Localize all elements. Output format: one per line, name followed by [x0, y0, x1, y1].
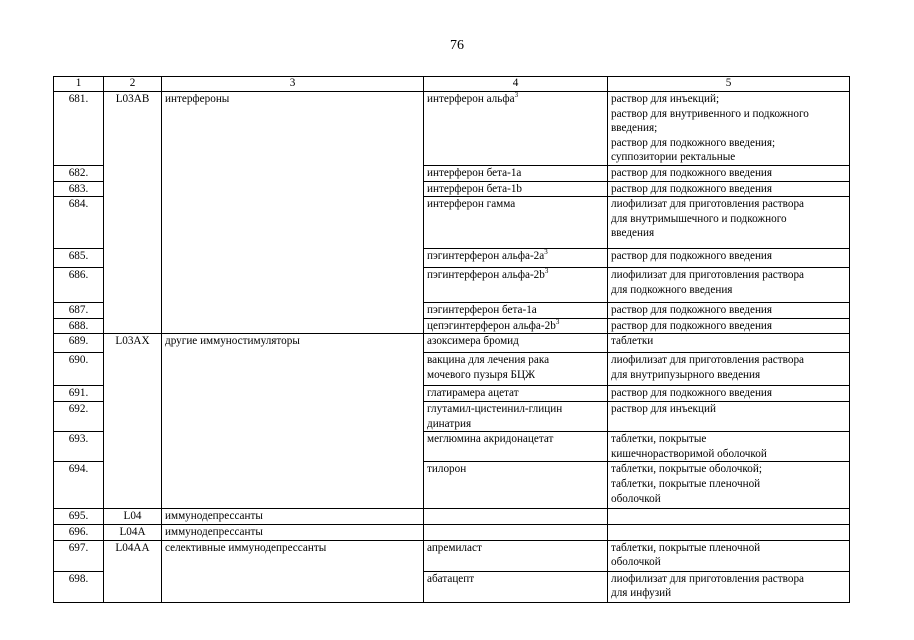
row-number: 693. [54, 432, 104, 462]
atc-group-name: иммунодепрессанты [162, 509, 424, 525]
footnote-mark: 3 [555, 318, 560, 326]
drug-name: азоксимера бромид [424, 334, 608, 353]
atc-group-name: другие иммуностимуляторы [162, 334, 424, 509]
row-number: 685. [54, 249, 104, 268]
drug-name: пэгинтерферон альфа-$2a^3$ [424, 249, 608, 268]
row-number: 691. [54, 386, 104, 402]
drug-name: меглюмина акридонацетат [424, 432, 608, 462]
dosage-forms: раствор для подкожного введения [608, 166, 850, 182]
row-number: 690. [54, 353, 104, 386]
table-row [54, 524, 850, 540]
column-header: 3 [162, 77, 424, 92]
row-number: 683. [54, 181, 104, 197]
drug-name: тилорон [424, 462, 608, 509]
table-row [54, 92, 850, 166]
row-number: 696. [54, 524, 104, 540]
table-header-row [54, 77, 850, 92]
medication-table [53, 76, 850, 603]
row-number: 695. [54, 509, 104, 525]
row-number: 682. [54, 166, 104, 182]
dosage-forms: таблетки [608, 334, 850, 353]
drug-name: абатацепт [424, 571, 608, 602]
dosage-forms: таблетки, покрытые пленочной оболочкой [608, 540, 850, 571]
dosage-forms: раствор для инъекций [608, 401, 850, 431]
footnote-mark: 3 [544, 267, 549, 276]
dosage-forms: раствор для инъекций; раствор для внутривенного и подкожного введения; раствор для подкожного введения; суппозитории ректальные [608, 92, 850, 166]
drug-name [424, 509, 608, 525]
atc-group-name: иммунодепрессанты [162, 524, 424, 540]
drug-name: интерферон бета-1a [424, 166, 608, 182]
drug-name [424, 524, 608, 540]
atc-group-name: селективные иммунодепрессанты [162, 540, 424, 602]
column-header: 1 [54, 77, 104, 92]
dosage-forms: таблетки, покрытые оболочкой; таблетки, покрытые пленочной оболочкой [608, 462, 850, 509]
row-number: 698. [54, 571, 104, 602]
drug-name: интерферон гамма [424, 197, 608, 249]
dosage-forms [608, 509, 850, 525]
row-number: 686. [54, 268, 104, 303]
footnote-mark: 3 [544, 248, 548, 257]
drug-name: глутамил-цистеинил-глицин динатрия [424, 401, 608, 431]
row-number: 684. [54, 197, 104, 249]
dosage-forms: раствор для подкожного введения [608, 318, 850, 334]
table-row [54, 509, 850, 525]
column-header: 2 [104, 77, 162, 92]
dosage-forms: лиофилизат для приготовления раствора для инфузий [608, 571, 850, 602]
footnote-mark: 3 [514, 91, 519, 99]
column-header: 4 [424, 77, 608, 92]
dosage-forms: раствор для подкожного введения [608, 303, 850, 319]
drug-name: глатирамера ацетат [424, 386, 608, 402]
drug-name: пэгинтерферон бета-1a [424, 303, 608, 319]
drug-name: интерферон бета-1b [424, 181, 608, 197]
row-number: 687. [54, 303, 104, 319]
row-number: 689. [54, 334, 104, 353]
dosage-forms: раствор для подкожного введения [608, 181, 850, 197]
dosage-forms: лиофилизат для приготовления раствора для внутримышечного и подкожного введения [608, 197, 850, 249]
dosage-forms: раствор для подкожного введения [608, 386, 850, 402]
drug-name: апремиласт [424, 540, 608, 571]
row-number: 692. [54, 401, 104, 431]
row-number: 688. [54, 318, 104, 334]
table-row [54, 540, 850, 571]
drug-name: интерферон альфа$^3$ [424, 92, 608, 166]
row-number: 697. [54, 540, 104, 571]
dosage-forms [608, 524, 850, 540]
page-number: 76 [450, 38, 464, 53]
drug-name: вакцина для лечения рака мочевого пузыря БЦЖ [424, 353, 608, 386]
atc-code: L03AB [104, 92, 162, 334]
atc-code: L04AA [104, 540, 162, 602]
atc-code: L04 [104, 509, 162, 525]
row-number: 681. [54, 92, 104, 166]
dosage-forms: раствор для подкожного введения [608, 249, 850, 268]
atc-code: L04A [104, 524, 162, 540]
column-header: 5 [608, 77, 850, 92]
atc-code: L03AX [104, 334, 162, 509]
atc-group-name: интерфероны [162, 92, 424, 334]
drug-name: пэгинтерферон альфа-$2b^3$ [424, 268, 608, 303]
dosage-forms: лиофилизат для приготовления раствора для внутрипузырного введения [608, 353, 850, 386]
drug-name: цепэгинтерферон альфа-$2b^3$ [424, 318, 608, 334]
table-row [54, 334, 850, 353]
dosage-forms: таблетки, покрытые кишечнорастворимой оболочкой [608, 432, 850, 462]
row-number: 694. [54, 462, 104, 509]
dosage-forms: лиофилизат для приготовления раствора для подкожного введения [608, 268, 850, 303]
